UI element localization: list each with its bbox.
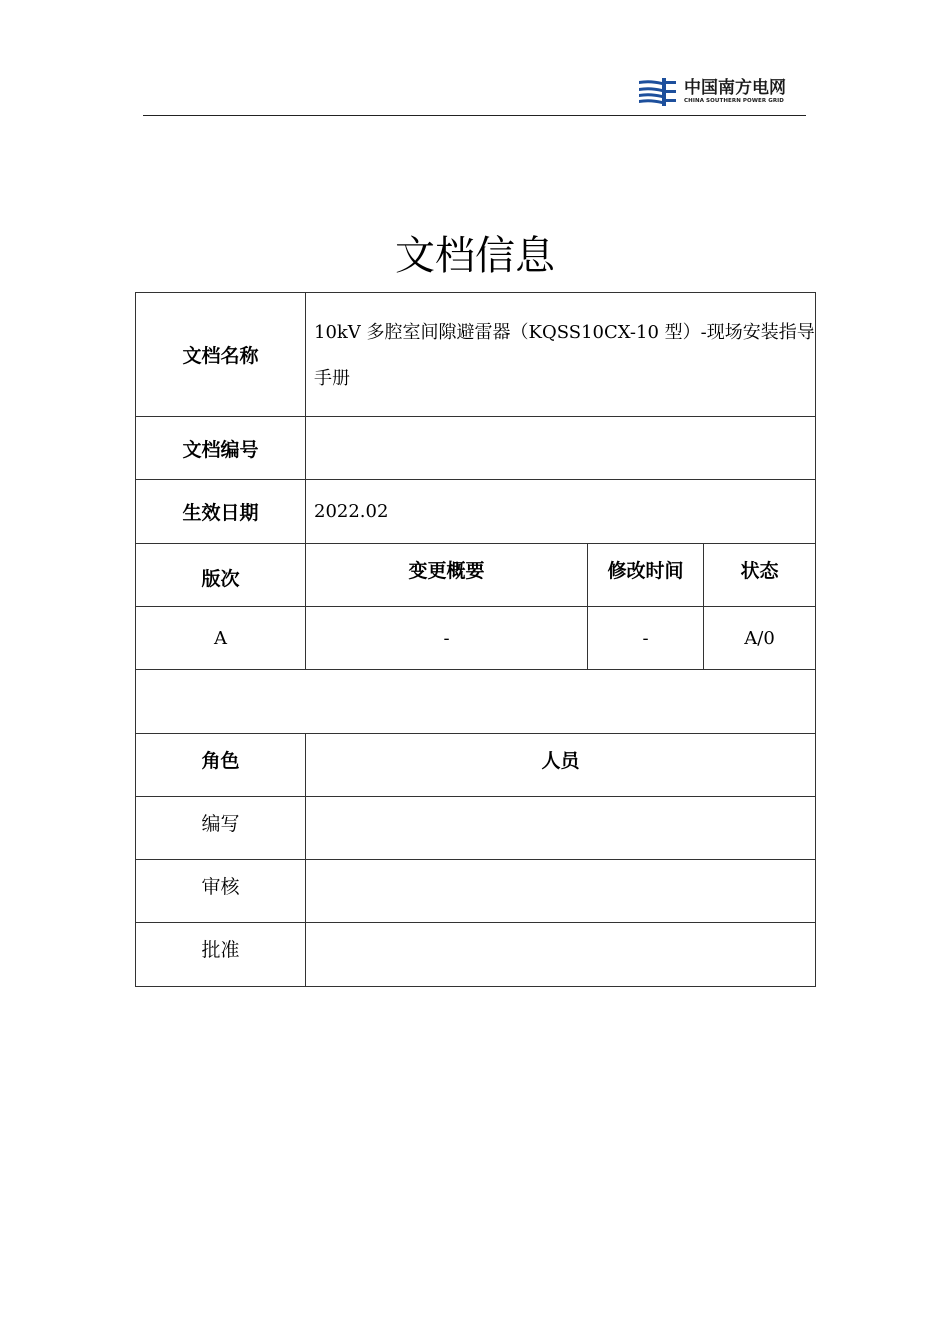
china-southern-power-grid-logo-icon — [638, 77, 678, 107]
role-row — [136, 860, 816, 923]
doc-number-value — [306, 417, 816, 480]
page-title: 文档信息 — [395, 233, 555, 279]
logo-name-cn: 中国南方电网 — [684, 78, 786, 98]
person-author — [306, 797, 816, 860]
effective-date-row — [136, 480, 816, 544]
revision-summary: - — [306, 607, 588, 670]
roles-header-row — [136, 734, 816, 797]
revision-header-row — [136, 544, 816, 607]
company-logo — [638, 76, 786, 108]
person-reviewer — [306, 860, 816, 923]
spacer-row — [136, 670, 816, 734]
doc-number-row — [136, 417, 816, 480]
role-header: 角色 — [136, 734, 306, 797]
revision-version: A — [136, 607, 306, 670]
effective-date-value: 2022.02 — [306, 480, 816, 544]
role-reviewer: 审核 — [136, 860, 306, 923]
modified-time-header: 修改时间 — [588, 544, 704, 607]
revision-modified-time: - — [588, 607, 704, 670]
document-info-table — [135, 292, 816, 987]
role-row — [136, 923, 816, 987]
version-header: 版次 — [136, 544, 306, 607]
effective-date-label: 生效日期 — [136, 480, 306, 544]
personnel-header: 人员 — [306, 734, 816, 797]
doc-name-label: 文档名称 — [136, 293, 306, 417]
role-author: 编写 — [136, 797, 306, 860]
doc-number-label: 文档编号 — [136, 417, 306, 480]
header-divider — [143, 115, 806, 116]
doc-name-row — [136, 293, 816, 417]
doc-name-value: 10kV 多腔室间隙避雷器（KQSS10CX-10 型）-现场安装指导手册 — [306, 293, 816, 417]
role-approver: 批准 — [136, 923, 306, 987]
revision-status: A/0 — [704, 607, 816, 670]
person-approver — [306, 923, 816, 987]
revision-row — [136, 607, 816, 670]
logo-name-en: CHINA SOUTHERN POWER GRID — [684, 98, 784, 104]
empty-cell — [136, 670, 816, 734]
change-summary-header: 变更概要 — [306, 544, 588, 607]
role-row — [136, 797, 816, 860]
status-header: 状态 — [704, 544, 816, 607]
